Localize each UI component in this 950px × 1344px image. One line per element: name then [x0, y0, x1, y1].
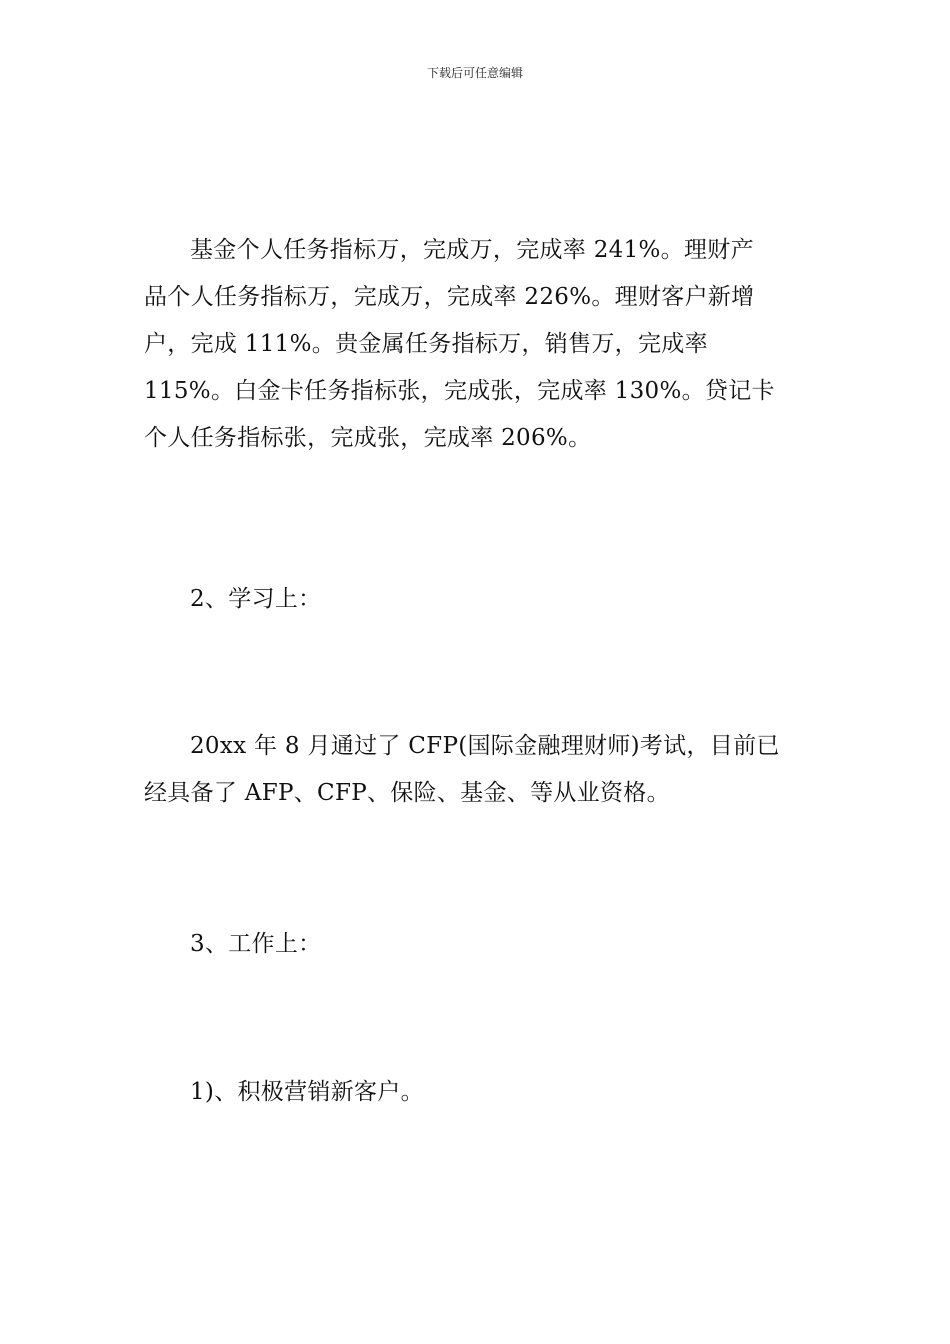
text-line: 基金个人任务指标万，完成万，完成率 241%。理财产	[190, 237, 754, 263]
text-line: 3、工作上：	[190, 931, 322, 957]
text-line: 1)、积极营销新客户。	[190, 1079, 424, 1105]
text-line: 经具备了 AFP、CFP、保险、基金、等从业资格。	[144, 780, 670, 806]
text-line: 品个人任务指标万，完成万，完成率 226%。理财客户新增	[144, 284, 755, 310]
section-heading-work	[144, 921, 806, 968]
header-note: 下载后可任意编辑	[426, 66, 523, 80]
text-line: 20xx 年 8 月通过了 CFP(国际金融理财师)考试，目前已	[190, 733, 780, 759]
list-item-new-clients	[144, 1069, 806, 1116]
page-header	[0, 66, 950, 80]
text-line: 2、学习上：	[190, 586, 322, 612]
paragraph-performance	[144, 227, 806, 462]
text-line: 个人任务指标张，完成张，完成率 206%。	[144, 425, 592, 451]
text-line: 户，完成 111%。贵金属任务指标万，销售万，完成率	[144, 331, 708, 357]
section-heading-study	[144, 576, 806, 623]
text-line: 115%。白金卡任务指标张，完成张，完成率 130%。贷记卡	[144, 378, 775, 404]
paragraph-study	[144, 723, 806, 817]
